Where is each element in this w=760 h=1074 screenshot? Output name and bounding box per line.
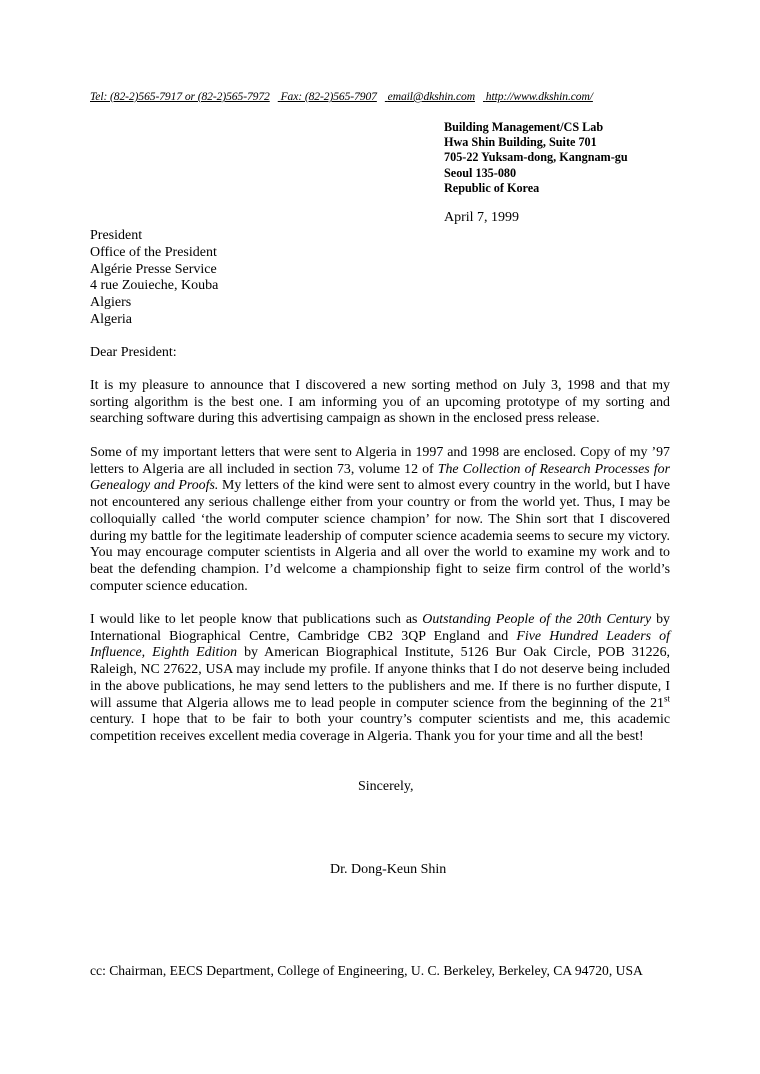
letter-date: April 7, 1999 [444, 210, 520, 225]
publication-title: The Collection of Research Processes for Genealogy and Proofs. [90, 461, 670, 494]
paragraph-text: Some of my important letters that were sent to Algeria in 1997 and 1998 are enclosed. Copy of my ’97 letters to Algeria are all included in section 73, volume 12 of [90, 445, 670, 477]
sender-address-line: Republic of Korea [444, 180, 540, 195]
sender-address-line: Hwa Shin Building, Suite 701 [444, 135, 597, 150]
paragraph-text: I would like to let people know that publications such as [90, 612, 423, 627]
website-link[interactable]: http://www.dkshin.com/ [485, 90, 593, 103]
salutation: Dear President: [90, 345, 177, 360]
recipient-address-line: 4 rue Zouieche, Kouba [90, 278, 219, 294]
ordinal-suffix: st [663, 692, 670, 703]
paragraph-text: century. I hope that to be fair to both your country’s computer scientists and me, this academic competition receives excellent media coverage in Algeria. Thank you for your time and all the best! [90, 712, 670, 744]
contact-header [90, 90, 662, 103]
recipient-address-line: Office of the President [90, 244, 217, 260]
recipient-address-line: Algiers [90, 295, 132, 311]
closing: Sincerely, [358, 779, 414, 794]
signature-name: Dr. Dong-Keun Shin [330, 862, 447, 877]
body-paragraph-2 [90, 445, 670, 595]
paragraph-text: My letters of the kind were sent to almost every country in the world, but I have not encountered any serious challenge either from your country or from the world yet. Thus, I may be colloquially called ‘the world computer science champion’ for now. The Shin sort that I discovered during my battle for the legitimate leadership of computer science academia seems to secure my victory. You may encourage computer scientists in Algeria and all over the world to examine my work and to beat the defending champion. I’d welcome a championship fight to seize firm control of the world’s computer science education. [90, 478, 671, 594]
recipient-address-line: President [90, 228, 143, 243]
sender-address-line: 705-22 Yuksam-dong, Kangnam-gu [444, 150, 628, 165]
sender-address-line: Building Management/CS Lab [444, 120, 604, 134]
paragraph-text: by American Biographical Institute, 5126 Bur Oak Circle, POB 31226, Raleigh, NC 27622, USA may include my profile. If anyone thinks that I do not deserve being included in the above publications, he may send letters to the publishers and me. If there is no further dispute, I will assume that Algeria allows me to lead people in computer science from the beginning of the 21 [90, 645, 670, 711]
sender-address [444, 120, 628, 196]
body-paragraph-3 [90, 612, 670, 746]
body-paragraph-1: It is my pleasure to announce that I discovered a new sorting method on July 3, 1998 and that my sorting algorithm is the best one. I am informing you of an upcoming prototype of my sorting and searching software during this advertising campaign as shown in the enclosed press release. [90, 378, 670, 427]
email-link[interactable]: email@dkshin.com [387, 90, 475, 103]
cc-line: cc: Chairman, EECS Department, College of Engineering, U. C. Berkeley, Berkeley, CA 94720, USA [90, 963, 643, 978]
recipient-address-line: Algeria [90, 311, 132, 327]
recipient-address-line: Algérie Presse Service [90, 261, 217, 277]
sender-address-line: Seoul 135-080 [444, 165, 517, 180]
recipient-address [90, 228, 218, 329]
publication-title: Five Hundred Leaders of Influence, Eighth Edition [90, 628, 670, 661]
phone-number: Tel: (82-2)565-7917 or (82-2)565-7972 [90, 90, 270, 103]
paragraph-text: by International Biographical Centre, Cambridge CB2 3QP England and [90, 612, 670, 644]
publication-title: Outstanding People of the 20th Century [422, 612, 652, 627]
fax-number: Fax: (82-2)565-7907 [280, 90, 377, 103]
